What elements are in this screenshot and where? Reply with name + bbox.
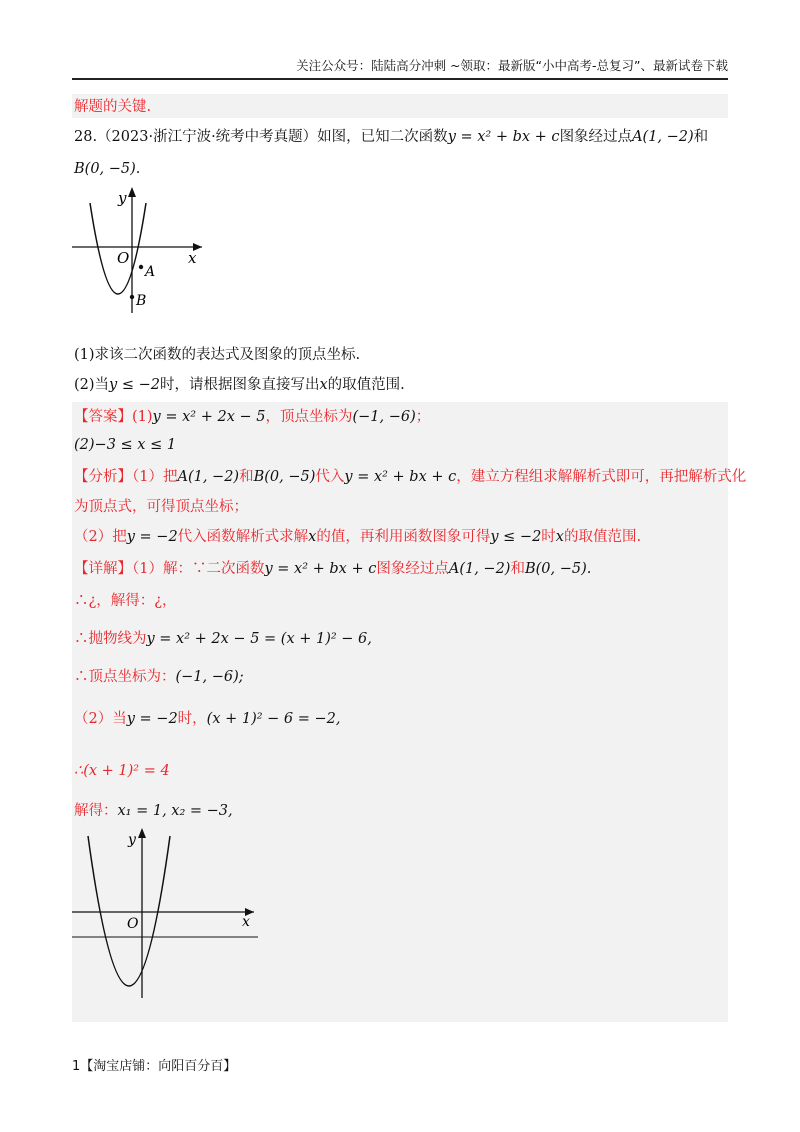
question-point-a: A(1, −2) xyxy=(632,129,694,145)
analysis-l3-y: y = −2 xyxy=(126,529,178,545)
sub2-cond: y ≤ −2 xyxy=(109,377,160,393)
analysis-tag: 【分析】 xyxy=(74,469,132,485)
analysis-l1-in: 代入 xyxy=(315,469,345,485)
parabola-figure-2 xyxy=(72,826,262,1001)
answer-part1-prefix: (1) xyxy=(132,409,153,425)
point-a-marker xyxy=(139,265,143,269)
prev-solution-box xyxy=(72,94,728,118)
fig1-label-a: A xyxy=(145,264,156,280)
detail-func: y = x² + bx + c xyxy=(264,561,377,577)
fig2-label-o: O xyxy=(127,916,139,932)
question-line-1 xyxy=(74,126,708,148)
fig1-label-b: B xyxy=(136,293,147,309)
fig2-label-x: x xyxy=(242,914,250,930)
analysis-l1-and: 和 xyxy=(239,469,254,485)
detail-l7-eq: x₁ = 1, x₂ = −3, xyxy=(117,803,233,819)
detail-line-1 xyxy=(74,558,591,580)
detail-l4-v: (−1, −6); xyxy=(175,669,244,685)
analysis-l1-b: ，建立方程组求解解析式即可，再把解析式化 xyxy=(456,469,747,485)
question-source: 28.（2023·浙江宁波·统考中考真题）如图，已知二次函数 xyxy=(74,129,448,145)
analysis-l3-a: （2）把 xyxy=(74,529,127,545)
prev-tail: 解题的关键. xyxy=(74,99,152,115)
detail-l6: ∴(x + 1)² = 4 xyxy=(74,763,170,779)
analysis-line-1 xyxy=(74,466,746,488)
question-mid: 图象经过点 xyxy=(559,129,633,145)
parabola-curve xyxy=(88,836,170,986)
question-func: y = x² + bx + c xyxy=(447,129,560,145)
fig1-label-x: x xyxy=(188,249,197,267)
detail-line-5 xyxy=(74,708,341,730)
question-point-b: B(0, −5). xyxy=(74,161,141,177)
answer-part1-mid: ，顶点坐标为 xyxy=(265,409,353,425)
detail-l5-y: y = −2 xyxy=(126,711,178,727)
answer-vertex: (−1, −6) xyxy=(352,409,416,425)
fig2-label-y: y xyxy=(128,832,136,848)
page-footer: 1【淘宝店铺：向阳百分百】 xyxy=(72,1059,237,1074)
analysis-l3-x2: x xyxy=(555,529,564,545)
y-axis-arrow-icon xyxy=(128,187,136,197)
detail-point-a: A(1, −2) xyxy=(448,561,511,577)
detail-l1-b: 图象经过点 xyxy=(376,561,449,577)
analysis-l3-d: 时 xyxy=(541,529,556,545)
question-sub1: (1)求该二次函数的表达式及图象的顶点坐标. xyxy=(74,347,361,363)
detail-l1-a: （1）解：∵二次函数 xyxy=(132,561,265,577)
analysis-point-b: B(0, −5) xyxy=(253,469,316,485)
detail-line-3 xyxy=(74,628,372,650)
analysis-l3-cond: y ≤ −2 xyxy=(490,529,542,545)
answer-tag: 【答案】 xyxy=(74,409,132,425)
analysis-l3-b: 代入函数解析式求解 xyxy=(177,529,309,545)
question-and: 和 xyxy=(693,129,709,145)
analysis-func: y = x² + bx + c xyxy=(344,469,457,485)
detail-l5-eq: (x + 1)² − 6 = −2, xyxy=(206,711,341,727)
detail-line-7 xyxy=(74,800,233,822)
answer-line-2 xyxy=(74,434,176,456)
question-line-2 xyxy=(74,158,140,180)
analysis-point-a: A(1, −2) xyxy=(177,469,240,485)
sub2-a: (2)当 xyxy=(74,377,110,393)
sub2-var: x xyxy=(319,377,328,393)
detail-l5-b: 时， xyxy=(177,711,207,727)
page-header: 关注公众号：陆陆高分冲刺 ~领取：最新版“小中高考-总复习”、最新试卷下载 xyxy=(72,56,728,80)
y-axis-arrow-icon xyxy=(138,828,146,838)
analysis-l3-e: 的取值范围. xyxy=(563,529,642,545)
detail-l5-a: （2）当 xyxy=(74,711,127,727)
fig1-label-y: y xyxy=(118,189,127,207)
point-b-marker xyxy=(130,295,134,299)
answer-part1-expr: y = x² + 2x − 5 xyxy=(152,409,266,425)
analysis-line-2: 为顶点式，可得顶点坐标； xyxy=(74,499,248,515)
detail-l3-expr: y = x² + 2x − 5 = (x + 1)² − 6, xyxy=(146,631,372,647)
analysis-l1-a: （1）把 xyxy=(132,469,178,485)
detail-l1-and: 和 xyxy=(510,561,525,577)
detail-line-4 xyxy=(74,666,244,688)
detail-point-b: B(0, −5). xyxy=(524,561,592,577)
parabola-figure-1 xyxy=(72,185,207,315)
answer-line-1 xyxy=(74,406,430,428)
question-sub2 xyxy=(74,374,405,396)
analysis-l3-x: x xyxy=(308,529,317,545)
detail-tag: 【详解】 xyxy=(74,561,132,577)
detail-l7-a: 解得： xyxy=(74,803,118,819)
sub2-b: 时，请根据图象直接写出 xyxy=(159,377,320,393)
sub2-c: 的取值范围. xyxy=(327,377,405,393)
detail-line-2: ∴¿，解得：¿， xyxy=(74,593,177,609)
answer-part1-end: ； xyxy=(415,409,431,425)
answer-part2: (2)−3 ≤ x ≤ 1 xyxy=(74,437,177,453)
analysis-l3-c: 的值，再利用函数图象可得 xyxy=(316,529,491,545)
detail-l4-a: ∴顶点坐标为： xyxy=(74,669,176,685)
detail-line-6 xyxy=(74,760,170,782)
analysis-line-3 xyxy=(74,526,641,548)
detail-l3-a: ∴抛物线为 xyxy=(74,631,147,647)
fig1-label-o: O xyxy=(117,249,130,267)
